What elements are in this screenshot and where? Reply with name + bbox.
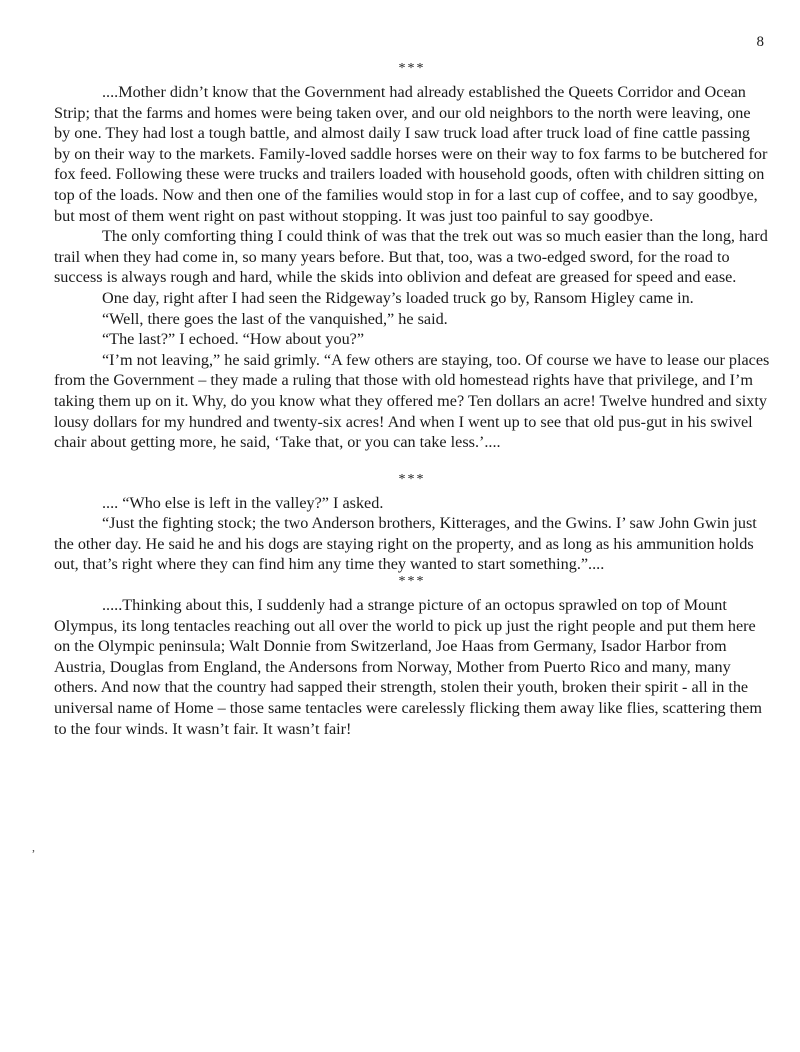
page-number: 8 — [756, 34, 764, 50]
scan-speck: , — [32, 840, 35, 854]
document-body — [54, 62, 770, 739]
paragraph: ....Mother didn’t know that the Government had already established the Queets Corridor and Ocean Strip; that the farms and homes were being taken over, and our old neighbors to the north were leaving, one by one. They had lost a tough battle, and almost daily I saw truck load after truck load of fine cattle passing by on their way to the markets. Family-loved saddle horses were on their way to fox farms to be butchered for fox feed. Following these were trucks and trailers loaded with household goods, often with children sitting on top of the loads. Now and then one of the families would stop in for a last cup of coffee, and to say goodbye, but most of them went right on past without stopping. It was just too painful to say goodbye. — [54, 83, 768, 225]
paragraph: “I’m not leaving,” he said grimly. “A few others are staying, too. Of course we have to lease our places from the Government – they made a ruling that those with old homestead rights have that privilege, and I’m taking them up on it. Why, do you know what they offered me? Ten dollars an acre! Twelve hundred and sixty lousy dollars for my hundred and twenty-six acres! And when I went up to see that old pus-gut in his swivel chair about getting more, he said, ‘Take that, or you can take less.’.... — [54, 350, 770, 452]
section-1 — [54, 82, 770, 453]
paragraph: “Just the fighting stock; the two Anderson brothers, Kitterages, and the Gwins. I’ saw John Gwin just the other day. He said he and his dogs are staying right on the property, and as long as his ammunition holds out, that’s right where they can find him any time they wanted to start something.”.... — [54, 514, 757, 574]
paragraph: The only comforting thing I could think of was that the trek out was so much easier than the long, hard trail when they had come in, so many years before. But that, too, was a two-edged sword, for the road to success is always rough and hard, while the skids into oblivion and defeat are greased for speed and ease. — [54, 227, 768, 287]
paragraph: .... “Who else is left in the valley?” I asked. — [102, 493, 384, 512]
paragraph: One day, right after I had seen the Ridgeway’s loaded truck go by, Ransom Higley came in. — [102, 288, 694, 307]
section-separator: *** — [398, 471, 426, 487]
paragraph: .....Thinking about this, I suddenly had a strange picture of an octopus sprawled on top of Mount Olympus, its long tentacles reaching out all over the world to pick up just the right people and put them here on the Olympic peninsula; Walt Donnie from Switzerland, Joe Haas from Germany, Isador Harbor from Austria, Douglas from England, the Andersons from Norway, Mother from Puerto Rico and many, many others. And now that the country had sapped their strength, stolen their youth, broken their spirit - all in the universal name of Home – those same tentacles were carelessly flicking them away like flies, scattering them to the four winds. It wasn’t fair. It wasn’t fair! — [54, 596, 762, 738]
section-separator: *** — [398, 574, 426, 590]
section-2 — [54, 493, 770, 575]
paragraph: “Well, there goes the last of the vanquished,” he said. — [102, 309, 448, 328]
section-separator: *** — [398, 61, 426, 76]
paragraph: “The last?” I echoed. “How about you?” — [102, 330, 365, 349]
section-3 — [54, 595, 770, 739]
